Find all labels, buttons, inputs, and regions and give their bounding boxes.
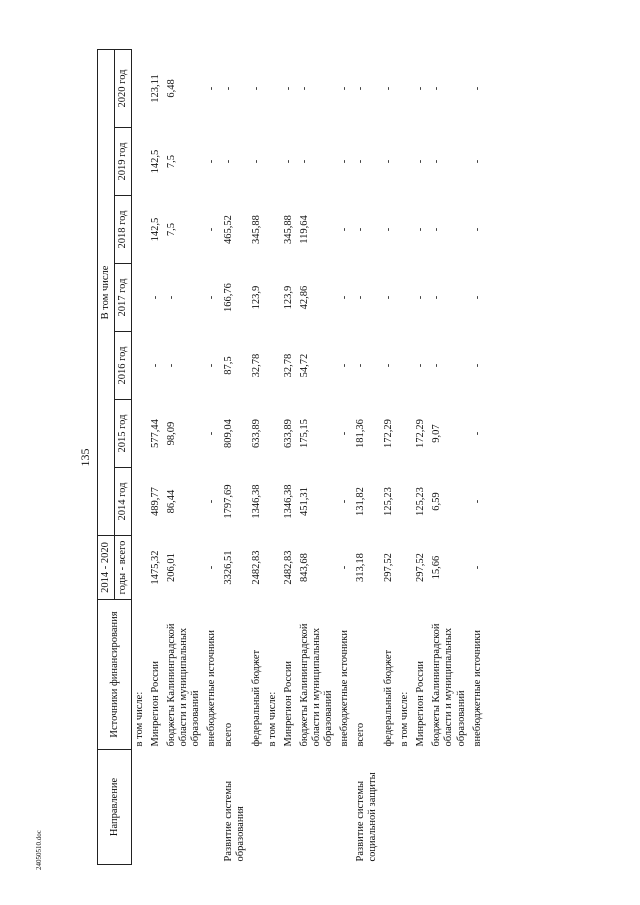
cell-year-value xyxy=(265,400,281,468)
table-row xyxy=(249,49,265,864)
cell-direction xyxy=(381,750,397,865)
cell-year-value: 119,64 xyxy=(298,215,310,244)
cell-year-value: - xyxy=(355,159,367,164)
cell-year-value: 577,44 xyxy=(150,419,162,448)
cell-year-value: - xyxy=(339,431,350,436)
cell-year-value: - xyxy=(282,86,294,91)
cell-year-value: 451,31 xyxy=(298,487,310,516)
cell-total: - xyxy=(471,565,483,570)
cell-year-value xyxy=(132,49,149,127)
table-row xyxy=(281,49,297,864)
cell-year-value: - xyxy=(150,363,162,368)
cell-source: в том числе: xyxy=(134,691,146,747)
cell-year-value xyxy=(265,264,281,332)
cell-year-value: - xyxy=(206,159,218,164)
table-row xyxy=(297,49,337,864)
cell-year-value: 142,5 xyxy=(150,217,162,242)
cell-year-value: - xyxy=(471,363,483,368)
cell-year-value: 125,23 xyxy=(415,487,427,516)
table-row xyxy=(164,49,204,864)
cell-direction xyxy=(429,750,469,865)
table-row xyxy=(148,49,164,864)
table-row xyxy=(429,49,469,864)
cell-year-value: 172,29 xyxy=(415,419,427,448)
cell-direction xyxy=(148,750,164,865)
cell-total: 15,66 xyxy=(431,555,443,580)
cell-year-value: 86,44 xyxy=(166,489,178,514)
cell-source: федеральный бюджет xyxy=(250,649,262,747)
cell-source: внебюджетные источники xyxy=(339,629,350,747)
cell-direction xyxy=(204,750,220,865)
table-row xyxy=(413,49,429,864)
cell-direction xyxy=(164,750,204,865)
cell-year-value: - xyxy=(383,227,395,232)
cell-source: бюджеты Калининградской области и муниципальных образований xyxy=(298,623,334,747)
cell-total: 3326,51 xyxy=(222,550,234,585)
cell-year-value xyxy=(397,128,413,196)
cell-year-value: 181,36 xyxy=(355,419,367,448)
cell-year-value: - xyxy=(339,159,350,164)
cell-year-value: 42,86 xyxy=(298,285,310,310)
cell-year-value: - xyxy=(383,295,395,300)
header-total-period: 2014 - 2020 xyxy=(98,536,115,600)
cell-source: бюджеты Калининградской области и муниципальных образований xyxy=(431,623,467,747)
cell-year-value: 166,76 xyxy=(222,283,234,312)
cell-year-value: 6,59 xyxy=(431,492,443,511)
cell-year-value: - xyxy=(339,295,350,300)
header-year: 2018 год xyxy=(115,196,132,264)
cell-year-value xyxy=(265,196,281,264)
cell-year-value: - xyxy=(471,431,483,436)
cell-year-value: - xyxy=(431,159,443,164)
cell-year-value: 345,88 xyxy=(282,215,294,244)
cell-source: федеральный бюджет xyxy=(383,649,395,747)
cell-year-value: 32,78 xyxy=(282,353,294,378)
cell-year-value: - xyxy=(222,159,234,164)
cell-year-value: - xyxy=(166,295,178,300)
cell-year-value: - xyxy=(415,86,427,91)
cell-year-value: - xyxy=(431,295,443,300)
cell-year-value: 7,5 xyxy=(166,222,178,237)
cell-year-value: 345,88 xyxy=(250,215,262,244)
cell-source: бюджеты Калининградской области и муниципальных образований xyxy=(166,623,202,747)
cell-total: 1475,32 xyxy=(150,550,162,585)
header-total-sub: годы - всего xyxy=(115,536,132,600)
cell-year-value: - xyxy=(339,86,350,91)
cell-direction: Развитие системы образования xyxy=(222,780,246,862)
cell-year-value: - xyxy=(471,86,483,91)
cell-year-value: - xyxy=(150,295,162,300)
cell-year-value: - xyxy=(222,86,234,91)
cell-year-value: - xyxy=(415,295,427,300)
cell-year-value: 9,07 xyxy=(431,424,443,443)
header-year: 2019 год xyxy=(115,128,132,196)
cell-total: 206,01 xyxy=(166,553,178,582)
cell-year-value xyxy=(397,400,413,468)
cell-direction: Развитие системы социальной защиты xyxy=(355,772,379,862)
cell-direction xyxy=(281,750,297,865)
table-row xyxy=(381,49,397,864)
cell-year-value: - xyxy=(383,86,395,91)
cell-year-value: 809,04 xyxy=(222,419,234,448)
header-source: Источники финансирования xyxy=(98,600,132,750)
cell-year-value: - xyxy=(355,227,367,232)
cell-year-value: 98,09 xyxy=(166,421,178,446)
table-row xyxy=(397,49,413,864)
cell-year-value xyxy=(132,196,149,264)
cell-year-value: 7,5 xyxy=(166,154,178,169)
cell-source: Минрегион России xyxy=(282,660,294,747)
cell-direction xyxy=(249,750,265,865)
cell-year-value: - xyxy=(206,227,218,232)
cell-year-value: - xyxy=(383,363,395,368)
page-number: 135 xyxy=(78,448,92,467)
table-row xyxy=(470,49,486,864)
cell-year-value: 633,89 xyxy=(250,419,262,448)
cell-year-value xyxy=(132,332,149,400)
cell-year-value: - xyxy=(383,159,395,164)
cell-direction xyxy=(265,750,281,865)
cell-direction xyxy=(413,750,429,865)
cell-source: внебюджетные источники xyxy=(471,629,483,747)
cell-year-value: - xyxy=(339,227,350,232)
cell-year-value: 465,52 xyxy=(222,215,234,244)
cell-year-value: - xyxy=(355,86,367,91)
cell-year-value: 123,11 xyxy=(150,74,162,103)
cell-source: внебюджетные источники xyxy=(206,629,218,747)
cell-total: 297,52 xyxy=(383,553,395,582)
cell-direction xyxy=(297,750,337,865)
cell-year-value: 125,23 xyxy=(383,487,395,516)
cell-total: 313,18 xyxy=(355,553,367,582)
cell-year-value: - xyxy=(298,159,310,164)
table-row xyxy=(337,49,353,864)
cell-year-value: - xyxy=(206,431,218,436)
cell-year-value: 142,5 xyxy=(150,149,162,174)
cell-total: 2482,83 xyxy=(282,550,294,585)
cell-year-value: - xyxy=(166,363,178,368)
cell-year-value xyxy=(132,128,149,196)
cell-year-value xyxy=(132,264,149,332)
cell-year-value: - xyxy=(206,295,218,300)
cell-year-value: 175,15 xyxy=(298,419,310,448)
cell-year-value xyxy=(397,264,413,332)
cell-year-value: 633,89 xyxy=(282,419,294,448)
cell-year-value: 1346,38 xyxy=(282,484,294,519)
cell-year-value: 172,29 xyxy=(383,419,395,448)
cell-total: - xyxy=(339,565,350,570)
cell-year-value xyxy=(132,468,149,536)
cell-total xyxy=(265,536,281,600)
cell-year-value: 1797,69 xyxy=(222,484,234,519)
cell-year-value xyxy=(265,468,281,536)
cell-total: 843,68 xyxy=(298,553,310,582)
cell-source: в том числе: xyxy=(266,691,278,747)
cell-year-value: - xyxy=(206,363,218,368)
cell-year-value xyxy=(397,196,413,264)
cell-direction xyxy=(132,750,149,865)
cell-year-value: - xyxy=(339,499,350,504)
cell-year-value: 123,9 xyxy=(250,285,262,310)
cell-year-value: - xyxy=(206,499,218,504)
table-body xyxy=(132,49,486,864)
cell-source: всего xyxy=(222,722,234,747)
financing-table xyxy=(97,49,486,865)
table-row xyxy=(132,49,149,864)
header-year: 2015 год xyxy=(115,400,132,468)
cell-year-value: - xyxy=(282,159,294,164)
cell-year-value xyxy=(397,49,413,127)
cell-year-value: 87,5 xyxy=(222,356,234,375)
cell-year-value xyxy=(265,49,281,127)
cell-year-value: - xyxy=(355,363,367,368)
cell-year-value: 123,9 xyxy=(282,285,294,310)
cell-year-value xyxy=(132,400,149,468)
header-year: 2016 год xyxy=(115,332,132,400)
cell-year-value: - xyxy=(415,227,427,232)
cell-source: Минрегион России xyxy=(415,660,427,747)
cell-source: в том числе: xyxy=(399,691,411,747)
cell-total xyxy=(397,536,413,600)
cell-year-value: - xyxy=(415,363,427,368)
cell-year-value xyxy=(265,128,281,196)
footer-filename: 24050510.doc xyxy=(35,830,43,870)
table-row xyxy=(221,49,249,864)
cell-total: 297,52 xyxy=(415,553,427,582)
cell-year-value: - xyxy=(415,159,427,164)
cell-total: - xyxy=(206,565,218,570)
table-row xyxy=(353,49,381,864)
cell-year-value xyxy=(397,332,413,400)
cell-direction xyxy=(337,750,353,865)
cell-year-value xyxy=(397,468,413,536)
cell-direction xyxy=(397,750,413,865)
cell-year-value: - xyxy=(431,227,443,232)
cell-year-value: - xyxy=(355,295,367,300)
cell-year-value: - xyxy=(339,363,350,368)
cell-year-value xyxy=(265,332,281,400)
header-year: 2017 год xyxy=(115,264,132,332)
cell-year-value: 32,78 xyxy=(250,353,262,378)
cell-year-value: - xyxy=(250,159,262,164)
cell-year-value: - xyxy=(471,159,483,164)
cell-year-value: 131,82 xyxy=(355,487,367,516)
header-including: В том числе xyxy=(98,49,115,535)
cell-year-value: - xyxy=(471,227,483,232)
cell-year-value: - xyxy=(250,86,262,91)
cell-total xyxy=(132,536,149,600)
cell-year-value: - xyxy=(471,499,483,504)
cell-year-value: 6,48 xyxy=(166,79,178,98)
cell-source: Минрегион России xyxy=(150,660,162,747)
cell-year-value: - xyxy=(206,86,218,91)
cell-direction xyxy=(470,750,486,865)
footer xyxy=(5,830,65,900)
table-row xyxy=(265,49,281,864)
header-year: 2020 год xyxy=(115,49,132,127)
rotated-page-content xyxy=(75,50,565,865)
cell-year-value: - xyxy=(431,86,443,91)
table-row xyxy=(204,49,220,864)
cell-year-value: - xyxy=(298,86,310,91)
cell-year-value: 54,72 xyxy=(298,353,310,378)
header-year: 2014 год xyxy=(115,468,132,536)
cell-year-value: 1346,38 xyxy=(250,484,262,519)
header-direction: Направление xyxy=(98,750,132,865)
cell-source: всего xyxy=(355,722,367,747)
cell-total: 2482,83 xyxy=(250,550,262,585)
cell-year-value: 489,77 xyxy=(150,487,162,516)
cell-year-value: - xyxy=(471,295,483,300)
cell-year-value: - xyxy=(431,363,443,368)
